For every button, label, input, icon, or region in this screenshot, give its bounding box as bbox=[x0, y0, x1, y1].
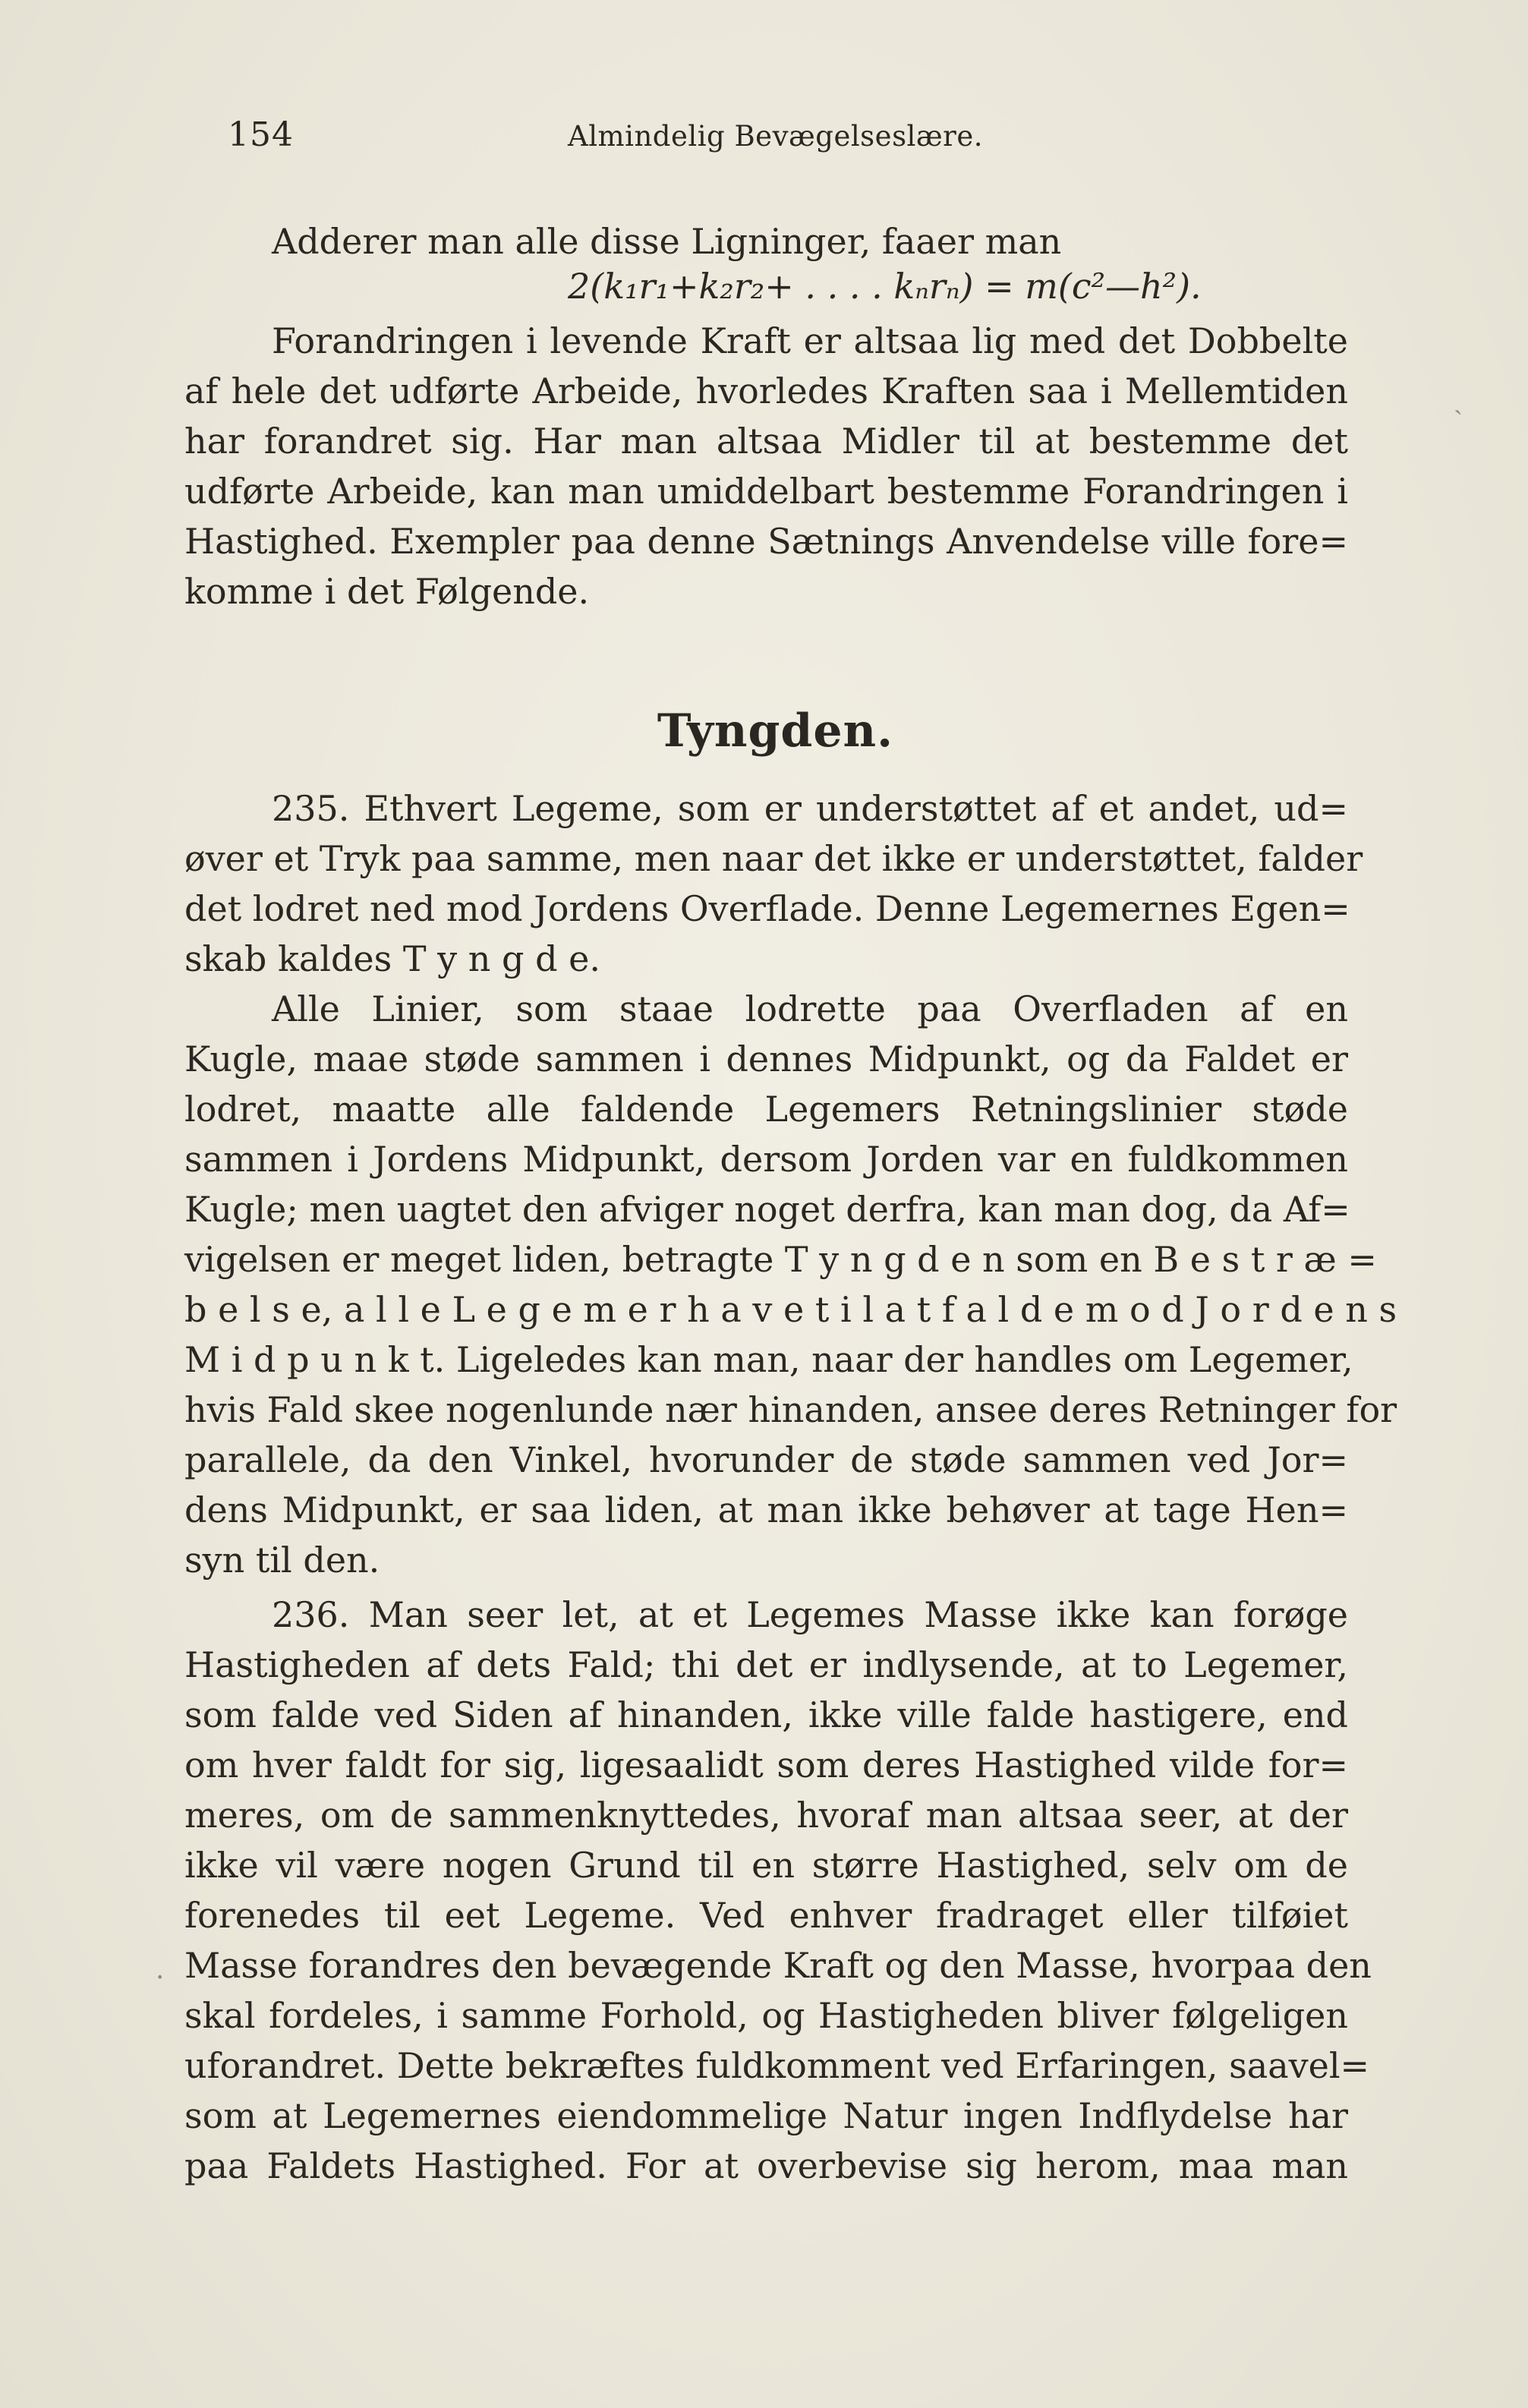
text-line: 236. Man seer let, at et Legemes Masse ikke kan forøge bbox=[272, 1594, 1348, 1635]
text-line: Adderer man alle disse Ligninger, faaer man bbox=[272, 221, 1062, 262]
text-line: af hele det udførte Arbeide, hvorledes Kraften saa i Mellemtiden bbox=[184, 370, 1348, 411]
text-line: parallele, da den Vinkel, hvorunder de støde sammen ved Jor= bbox=[184, 1439, 1348, 1480]
text-line: b e l s e, a l l e L e g e m e r h a v e t i l a t f a l d e m o d J o r d e n s bbox=[184, 1289, 1397, 1330]
text-line: sammen i Jordens Midpunkt, dersom Jorden var en fuldkommen bbox=[184, 1139, 1348, 1180]
text-line: Alle Linier, som staae lodrette paa Overfladen af en bbox=[272, 988, 1348, 1029]
page-number: 154 bbox=[228, 115, 294, 154]
equation: 2(k₁r₁+k₂r₂+ . . . . kₙrₙ) = m(c²—h²). bbox=[568, 266, 1202, 307]
text-line: Kugle, maae støde sammen i dennes Midpunkt, og da Faldet er bbox=[184, 1039, 1348, 1080]
text-line: dens Midpunkt, er saa liden, at man ikke behøver at tage Hen= bbox=[184, 1489, 1348, 1530]
margin-speck: ˎ bbox=[1454, 384, 1463, 415]
text-line: komme i det Følgende. bbox=[184, 571, 590, 612]
text-line: uforandret. Dette bekræftes fuldkomment ved Erfaringen, saavel= bbox=[184, 2045, 1370, 2086]
running-title: Almindelig Bevægelseslære. bbox=[568, 120, 984, 153]
section-heading: Tyngden. bbox=[657, 704, 894, 758]
text-line: skal fordeles, i samme Forhold, og Hastigheden bliver følgeligen bbox=[184, 1995, 1348, 2036]
text-line: skab kaldes T y n g d e. bbox=[184, 938, 601, 979]
text-line: 235. Ethvert Legeme, som er understøttet af et andet, ud= bbox=[272, 788, 1348, 829]
text-line: øver et Tryk paa samme, men naar det ikke er understøttet, falder bbox=[184, 838, 1363, 879]
text-line: har forandret sig. Har man altsaa Midler til at bestemme det bbox=[184, 421, 1348, 462]
text-line: som at Legemernes eiendommelige Natur ingen Indflydelse har bbox=[184, 2095, 1348, 2136]
text-line: vigelsen er meget liden, betragte T y n g d e n som en B e s t r æ = bbox=[184, 1239, 1377, 1280]
text-line: M i d p u n k t. Ligeledes kan man, naar der handles om Legemer, bbox=[184, 1339, 1353, 1380]
text-line: om hver faldt for sig, ligesaalidt som deres Hastighed vilde for= bbox=[184, 1745, 1348, 1786]
text-line: hvis Fald skee nogenlunde nær hinanden, ansee deres Retninger for bbox=[184, 1389, 1397, 1430]
text-line: ikke vil være nogen Grund til en større Hastighed, selv om de bbox=[184, 1845, 1348, 1886]
text-line: syn til den. bbox=[184, 1540, 380, 1581]
text-line: forenedes til eet Legeme. Ved enhver fradraget eller tilføiet bbox=[184, 1895, 1348, 1936]
text-line: Masse forandres den bevægende Kraft og den Masse, hvorpaa den bbox=[184, 1945, 1372, 1986]
page-header bbox=[228, 115, 1351, 161]
text-line: udførte Arbeide, kan man umiddelbart bestemme Forandringen i bbox=[184, 471, 1348, 512]
text-line: Kugle; men uagtet den afviger noget derfra, kan man dog, da Af= bbox=[184, 1189, 1350, 1230]
text-line: lodret, maatte alle faldende Legemers Retningslinier støde bbox=[184, 1089, 1348, 1130]
text-line: som falde ved Siden af hinanden, ikke ville falde hastigere, end bbox=[184, 1694, 1348, 1735]
text-line: paa Faldets Hastighed. For at overbevise sig herom, maa man bbox=[184, 2145, 1348, 2186]
text-line: Hastighed. Exempler paa denne Sætnings Anvendelse ville fore= bbox=[184, 521, 1348, 562]
text-line: Forandringen i levende Kraft er altsaa lig med det Dobbelte bbox=[272, 320, 1348, 361]
text-line: meres, om de sammenknyttedes, hvoraf man altsaa seer, at der bbox=[184, 1795, 1348, 1836]
text-line: Hastigheden af dets Fald; thi det er indlysende, at to Legemer, bbox=[184, 1644, 1348, 1685]
text-line: det lodret ned mod Jordens Overflade. Denne Legemernes Egen= bbox=[184, 888, 1350, 929]
margin-speck: · bbox=[156, 1962, 165, 1994]
